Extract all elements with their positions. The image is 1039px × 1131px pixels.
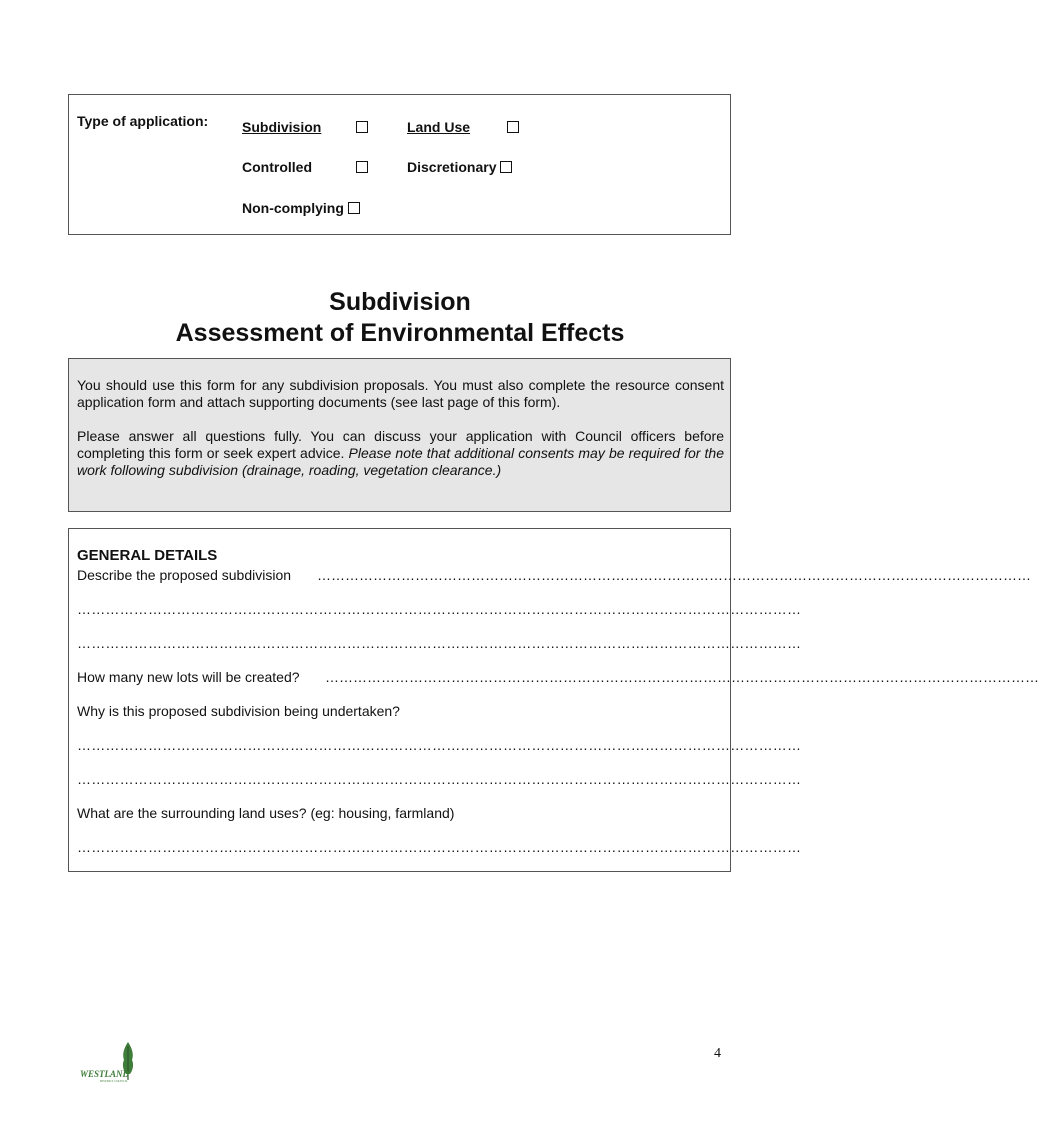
council-logo (78, 1040, 140, 1084)
instructions-paragraph-1: You should use this form for any subdivision proposals. You must also complete the resource consent application form and attach supporting documents (see last page of this form). (77, 377, 724, 410)
option-non-complying[interactable] (242, 200, 360, 216)
checkbox-controlled[interactable] (356, 161, 368, 173)
option-discretionary[interactable] (407, 159, 512, 175)
answer-line-describe[interactable]: ……………………………………………………………………………………………………………………………………… (317, 567, 1031, 583)
question-lots: How many new lots will be created? (77, 669, 300, 685)
question-why: Why is this proposed subdivision being undertaken? (77, 703, 400, 719)
general-details-heading: GENERAL DETAILS (77, 547, 218, 564)
general-details-box (68, 528, 1039, 872)
question-describe: Describe the proposed subdivision (77, 567, 292, 583)
checkbox-non-complying[interactable] (348, 202, 360, 214)
logo-text: WESTLAND (80, 1069, 130, 1079)
answer-line-describe-2[interactable]: ……………………………………………………………………………………………………………………………………… (77, 601, 802, 617)
instructions-box (68, 358, 731, 512)
tree-logo-icon (78, 1040, 140, 1084)
option-discretionary-label: Discretionary (407, 159, 497, 175)
instructions-text: Please answer all questions fully. You can discuss your application with Council officers before completing this form or seek expert advice. (77, 428, 724, 461)
option-controlled-label: Controlled (242, 159, 312, 175)
option-land-use-label: Land Use (407, 119, 471, 135)
page-number: 4 (714, 1046, 721, 1061)
page-title: Subdivision (329, 288, 471, 316)
checkbox-discretionary[interactable] (500, 161, 512, 173)
application-type-box (68, 94, 731, 235)
option-land-use[interactable] (407, 119, 519, 135)
instructions-paragraph-2 (77, 428, 724, 479)
answer-line-why-1[interactable]: ……………………………………………………………………………………………………………………………………… (77, 737, 802, 753)
option-subdivision[interactable] (242, 119, 368, 135)
option-subdivision-label: Subdivision (242, 119, 322, 135)
question-surrounding: What are the surrounding land uses? (eg: housing, farmland) (77, 805, 455, 821)
answer-line-why-2[interactable]: ……………………………………………………………………………………………………………………………………… (77, 771, 802, 787)
instructions-note: Please note that additional consents may be required for the work following subdivision (drainage, roading, vegetation clearance.) (77, 445, 724, 478)
option-non-complying-label: Non-complying (242, 200, 344, 216)
checkbox-subdivision[interactable] (356, 121, 368, 133)
page-subtitle: Assessment of Environmental Effects (175, 319, 625, 347)
logo-subtext: DISTRICT COUNCIL (100, 1079, 128, 1083)
checkbox-land-use[interactable] (507, 121, 519, 133)
answer-line-lots[interactable]: ……………………………………………………………………………………………………………………………………… (325, 669, 1039, 685)
answer-line-describe-3[interactable]: ……………………………………………………………………………………………………………………………………… (77, 635, 802, 651)
option-controlled[interactable] (242, 159, 368, 175)
application-type-label: Type of application: (77, 113, 209, 129)
answer-line-surrounding[interactable]: ……………………………………………………………………………………………………………………………………… (77, 839, 802, 855)
